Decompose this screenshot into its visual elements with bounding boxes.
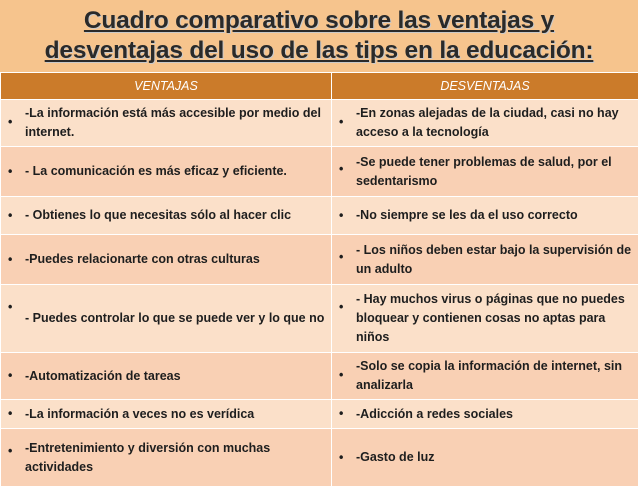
ventaja-cell <box>1 353 332 400</box>
comparison-table <box>0 72 638 487</box>
ventaja-text: -Puedes relacionarte con otras culturas <box>25 252 260 266</box>
header-ventajas: VENTAJAS <box>1 73 332 100</box>
ventaja-text: -Automatización de tareas <box>25 369 181 383</box>
bullet: • <box>8 367 12 386</box>
bullet: • <box>339 248 343 267</box>
ventaja-cell <box>1 147 332 197</box>
desventaja-cell <box>332 100 638 147</box>
ventaja-cell <box>1 100 332 147</box>
table-row <box>1 400 638 429</box>
bullet: • <box>8 405 12 424</box>
bullet: • <box>339 113 343 132</box>
table-row <box>1 429 638 487</box>
desventaja-cell <box>332 285 638 353</box>
ventaja-cell <box>1 197 332 235</box>
header-desventajas: DESVENTAJAS <box>332 73 638 100</box>
ventaja-text: - Puedes controlar lo que se puede ver y lo que no <box>25 311 324 325</box>
bullet: • <box>339 298 343 317</box>
desventaja-text: - Hay muchos virus o páginas que no puedes bloquear y contienen cosas no aptas para niños <box>356 292 625 344</box>
ventaja-text: - La comunicación es más eficaz y eficiente. <box>25 164 287 178</box>
bullet: • <box>8 250 12 269</box>
title-line-2: desventajas del uso de las tips en la educación: <box>45 37 594 64</box>
desventaja-text: -Adicción a redes sociales <box>356 407 513 421</box>
desventaja-cell <box>332 235 638 285</box>
bullet: • <box>339 206 343 225</box>
desventaja-text: -No siempre se les da el uso correcto <box>356 208 578 222</box>
bullet: • <box>8 206 12 225</box>
table-row <box>1 353 638 400</box>
desventaja-cell <box>332 147 638 197</box>
desventaja-text: - Los niños deben estar bajo la supervisión de un adulto <box>356 243 631 276</box>
bullet: • <box>8 298 12 317</box>
desventaja-text: -En zonas alejadas de la ciudad, casi no hay acceso a la tecnología <box>356 106 619 139</box>
desventaja-cell <box>332 429 638 487</box>
table-row <box>1 100 638 147</box>
bullet: • <box>339 160 343 179</box>
bullet: • <box>339 448 343 467</box>
ventaja-cell <box>1 235 332 285</box>
header-row <box>1 73 638 100</box>
table-row <box>1 197 638 235</box>
ventaja-text: -La información está más accesible por medio del internet. <box>25 106 321 139</box>
bullet: • <box>8 113 12 132</box>
table-row <box>1 285 638 353</box>
desventaja-cell <box>332 400 638 429</box>
desventaja-cell <box>332 353 638 400</box>
desventaja-cell <box>332 197 638 235</box>
bullet: • <box>339 405 343 424</box>
ventaja-cell <box>1 400 332 429</box>
ventaja-text: - Obtienes lo que necesitas sólo al hacer clic <box>25 208 291 222</box>
desventaja-text: -Solo se copia la información de internet, sin analizarla <box>356 359 622 392</box>
bullet: • <box>8 162 12 181</box>
desventaja-text: -Se puede tener problemas de salud, por el sedentarismo <box>356 155 612 188</box>
desventaja-text: -Gasto de luz <box>356 450 434 464</box>
ventaja-cell <box>1 429 332 487</box>
table-row <box>1 235 638 285</box>
table-row <box>1 147 638 197</box>
ventaja-text: -La información a veces no es verídica <box>25 407 254 421</box>
page-title <box>0 0 638 72</box>
ventaja-cell <box>1 285 332 353</box>
bullet: • <box>8 442 12 461</box>
ventaja-text: -Entretenimiento y diversión con muchas actividades <box>25 441 270 474</box>
title-line-1: Cuadro comparativo sobre las ventajas y <box>84 7 554 34</box>
bullet: • <box>339 366 343 385</box>
